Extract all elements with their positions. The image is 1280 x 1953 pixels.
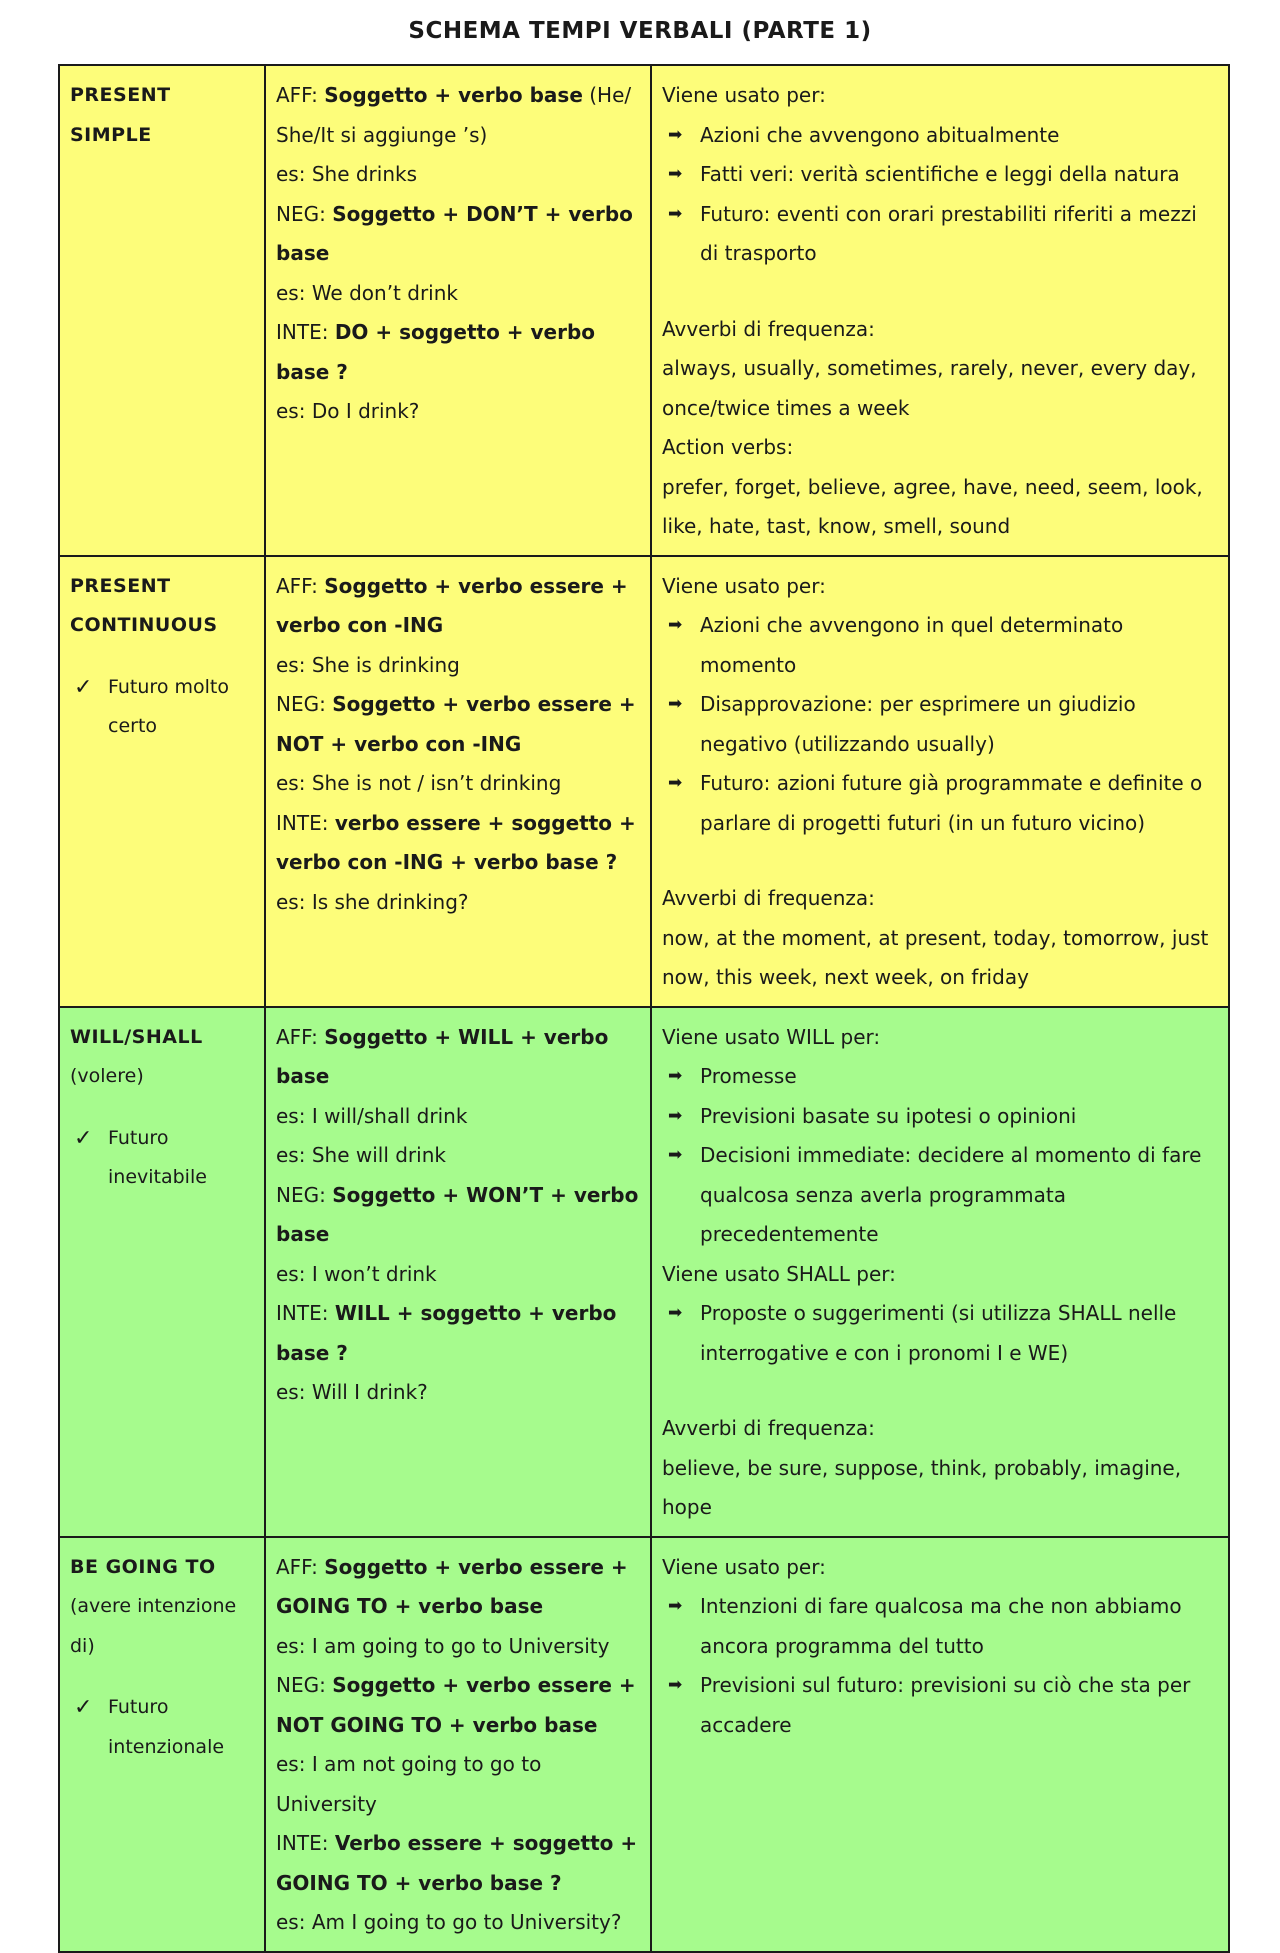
aff-note: (He/ She/It si aggiunge ’s) — [276, 83, 632, 147]
inte-example: es: Will I drink? — [276, 1380, 428, 1404]
aff-formula: Soggetto + WILL + verbo base — [276, 1024, 609, 1088]
aff-example: es: I will/shall drink — [276, 1103, 468, 1128]
uses-list — [662, 1587, 1218, 1745]
future-note: ✓ Futuro inevitabile — [70, 1119, 254, 1198]
row-be-going-to — [59, 1537, 1229, 1952]
inte-line — [276, 1824, 640, 1903]
aff-line — [276, 567, 640, 646]
usage-cell — [651, 1537, 1229, 1952]
future-note: ✓ Futuro intenzionale — [70, 1688, 254, 1767]
neg-label: NEG: — [276, 201, 326, 226]
formulas-cell — [265, 65, 651, 556]
inte-example: es: Am I going to go to University? — [276, 1910, 622, 1934]
aff-example: es: She is drinking — [276, 652, 460, 677]
aff-line — [276, 1548, 640, 1627]
page-title: SCHEMA TEMPI VERBALI (PARTE 1) — [408, 18, 872, 44]
arrow-right-icon: ➡ — [668, 1145, 683, 1165]
neg-line — [276, 195, 640, 274]
neg-formula: Soggetto + WON’T + verbo base — [276, 1182, 639, 1246]
row-will-shall — [59, 1007, 1229, 1537]
inte-formula: verbo essere + soggetto + verbo con -ING + verbo base ? — [276, 810, 636, 874]
aff-label: AFF: — [276, 83, 318, 107]
tense-meaning: (volere) — [70, 1065, 144, 1087]
inte-label: INTE: — [276, 320, 329, 344]
list-item: ➡ Azioni che avvengono abitualmente — [662, 116, 1218, 156]
aff-example-2: es: She will drink — [276, 1143, 446, 1167]
uses-list — [662, 116, 1218, 274]
neg-label: NEG: — [276, 1182, 326, 1207]
inte-example: es: Do I drink? — [276, 399, 420, 423]
list-item: ➡ Futuro: eventi con orari prestabiliti riferiti a mezzi di trasporto — [662, 195, 1218, 274]
neg-label: NEG: — [276, 692, 326, 716]
uses-list — [662, 606, 1218, 843]
adverbs-text: now, at the moment, at present, today, tomorrow, just now, this week, next week, on friday — [662, 925, 1209, 989]
neg-example: es: She is not / isn’t drinking — [276, 771, 562, 795]
adverbs-heading: Avverbi di frequenza: — [662, 316, 875, 341]
action-verbs-text: prefer, forget, believe, agree, have, need, seem, look, like, hate, tast, know, smell, sound — [662, 474, 1203, 538]
adverbs-heading: Avverbi di frequenza: — [662, 1416, 875, 1440]
aff-line — [276, 1018, 640, 1097]
inte-line — [276, 804, 640, 883]
aff-label: AFF: — [276, 1554, 318, 1579]
tense-name-cell — [59, 1007, 265, 1537]
uses-heading: Viene usato WILL per: — [662, 1024, 881, 1049]
checkmark-icon: ✓ — [74, 674, 93, 700]
list-item: ➡ Azioni che avvengono in quel determinato momento — [662, 606, 1218, 685]
neg-formula: Soggetto + verbo essere + NOT + verbo con -ING — [276, 692, 636, 756]
uses-heading: Viene usato per: — [662, 83, 826, 107]
aff-example: es: She drinks — [276, 162, 418, 186]
list-item: ➡ Proposte o suggerimenti (si utilizza SHALL nelle interrogative e con i pronomi I e WE) — [662, 1294, 1218, 1373]
arrow-right-icon: ➡ — [668, 773, 683, 793]
inte-formula: WILL + soggetto + verbo base ? — [276, 1301, 617, 1365]
aff-line — [276, 76, 640, 155]
inte-line — [276, 313, 640, 392]
list-item: ➡ Fatti veri: verità scientifiche e leggi della natura — [662, 155, 1218, 195]
neg-formula: Soggetto + DON’T + verbo base — [276, 201, 633, 265]
tense-meaning: (avere intenzione di) — [70, 1595, 237, 1657]
aff-formula: Soggetto + verbo essere + GOING TO + verbo base — [276, 1554, 628, 1618]
arrow-right-icon: ➡ — [668, 1066, 683, 1086]
neg-line — [276, 685, 640, 764]
usage-cell — [651, 1007, 1229, 1537]
list-item: ➡ Disapprovazione: per esprimere un giudizio negativo (utilizzando usually) — [662, 685, 1218, 764]
list-item: ➡ Promesse — [662, 1057, 1218, 1097]
neg-example: es: I won’t drink — [276, 1261, 437, 1286]
arrow-right-icon: ➡ — [668, 1675, 683, 1695]
row-present-continuous — [59, 556, 1229, 1007]
usage-cell — [651, 556, 1229, 1007]
neg-example: es: We don’t drink — [276, 280, 458, 305]
checkmark-icon: ✓ — [74, 1695, 93, 1720]
list-item: ➡ Previsioni sul futuro: previsioni su ciò che sta per accadere — [662, 1666, 1218, 1745]
row-present-simple — [59, 65, 1229, 556]
tense-name-cell — [59, 556, 265, 1007]
tense-name: PRESENT CONTINUOUS — [70, 574, 218, 636]
inte-example: es: Is she drinking? — [276, 889, 469, 914]
neg-formula: Soggetto + verbo essere + NOT GOING TO + verbo base — [276, 1673, 636, 1737]
tense-name: PRESENT SIMPLE — [70, 84, 171, 146]
list-item: ➡ Decisioni immediate: decidere al momento di fare qualcosa senza averla programmata precedentemente — [662, 1136, 1218, 1255]
list-item: ➡ Previsioni basate su ipotesi o opinioni — [662, 1097, 1218, 1137]
uses-list — [662, 1057, 1218, 1255]
inte-formula: DO + soggetto + verbo base ? — [276, 320, 596, 384]
arrow-right-icon: ➡ — [668, 124, 683, 145]
arrow-right-icon: ➡ — [668, 1303, 683, 1323]
neg-label: NEG: — [276, 1673, 326, 1697]
arrow-right-icon: ➡ — [668, 615, 683, 635]
formulas-cell — [265, 1537, 651, 1952]
adverbs-heading: Avverbi di frequenza: — [662, 886, 875, 910]
neg-example: es: I am not going to go to University — [276, 1752, 542, 1816]
neg-line — [276, 1176, 640, 1255]
inte-line — [276, 1294, 640, 1373]
adverbs-text: always, usually, sometimes, rarely, never, every day, once/twice times a week — [662, 356, 1197, 420]
aff-label: AFF: — [276, 1024, 318, 1049]
uses-heading: Viene usato per: — [662, 1554, 826, 1579]
aff-label: AFF: — [276, 573, 318, 598]
verb-tenses-table — [58, 64, 1230, 1953]
inte-label: INTE: — [276, 810, 329, 835]
action-verbs-heading: Action verbs: — [662, 435, 794, 459]
arrow-right-icon: ➡ — [668, 1105, 683, 1126]
tense-name: BE GOING TO — [70, 1555, 216, 1578]
arrow-right-icon: ➡ — [668, 164, 683, 184]
inte-formula: Verbo essere + soggetto + GOING TO + verbo base ? — [276, 1831, 638, 1895]
inte-label: INTE: — [276, 1301, 329, 1325]
formulas-cell — [265, 556, 651, 1007]
neg-line — [276, 1666, 640, 1745]
arrow-right-icon: ➡ — [668, 1596, 683, 1616]
uses-heading: Viene usato per: — [662, 573, 826, 598]
formulas-cell — [265, 1007, 651, 1537]
list-item: ➡ Futuro: azioni future già programmate e definite o parlare di progetti futuri (in un futuro vicino) — [662, 764, 1218, 843]
aff-formula: Soggetto + verbo essere + verbo con -ING — [276, 573, 628, 637]
list-item: ➡ Intenzioni di fare qualcosa ma che non abbiamo ancora programma del tutto — [662, 1587, 1218, 1666]
usage-cell — [651, 65, 1229, 556]
arrow-right-icon: ➡ — [668, 694, 683, 714]
checkmark-icon: ✓ — [74, 1125, 93, 1151]
tense-name-cell — [59, 65, 265, 556]
uses2-heading: Viene usato SHALL per: — [662, 1261, 896, 1286]
uses2-list — [662, 1294, 1218, 1373]
tense-name: WILL/SHALL — [70, 1025, 203, 1048]
tense-name-cell — [59, 1537, 265, 1952]
future-note: ✓ Futuro molto certo — [70, 668, 254, 747]
aff-formula: Soggetto + verbo base — [324, 83, 583, 107]
inte-label: INTE: — [276, 1831, 329, 1855]
aff-example: es: I am going to go to University — [276, 1633, 610, 1658]
adverbs-text: believe, be sure, suppose, think, probably, imagine, hope — [662, 1455, 1182, 1519]
arrow-right-icon: ➡ — [668, 203, 683, 224]
